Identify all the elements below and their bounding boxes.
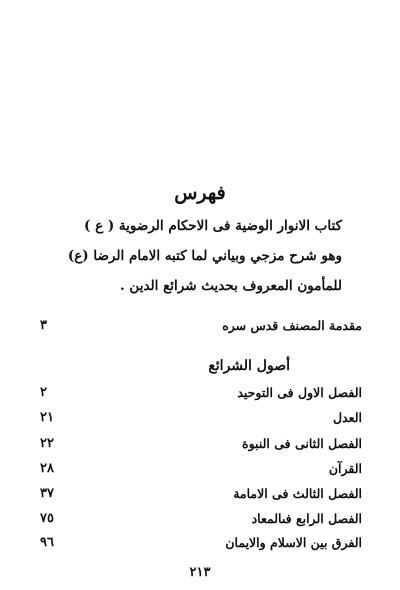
toc-entry-page: ٢١: [40, 410, 54, 425]
toc-entry-label: القرآن: [328, 461, 362, 476]
toc-entry-label: الفصل الثانى فى النبوة: [242, 436, 362, 451]
page-number: ٢١٣: [189, 565, 211, 580]
page-title: فهرس: [174, 182, 226, 204]
toc-entry: [40, 436, 362, 458]
toc-entry-label: مقدمة المصنف قدس سره: [222, 318, 362, 333]
toc-entry-label: الفصل الرابع فىالمعاد: [251, 511, 362, 526]
section-heading: أصول الشرائع: [208, 358, 290, 374]
toc-entry-label: الفرق بين الاسلام والايمان: [225, 535, 362, 550]
toc-entry: [40, 410, 362, 432]
toc-entry-page: ٣: [40, 318, 47, 333]
toc-entry: [40, 511, 362, 533]
intro-line-3: للمأمون المعروف بحديث شرائع الدين .: [120, 278, 342, 294]
toc-entry-label: العدل: [333, 410, 362, 425]
toc-entry-page: ٢٨: [40, 461, 54, 476]
toc-entry-page: ٩٦: [40, 535, 54, 550]
toc-entry: [40, 461, 362, 483]
toc-entry-page: ٢٢: [40, 436, 54, 451]
toc-entry-preface: [40, 318, 362, 340]
toc-entry-page: ٧٥: [40, 511, 54, 526]
intro-line-1: كتاب الانوار الوضية فى الاحكام الرضوية ( ع ): [84, 218, 342, 234]
intro-line-2: وهو شرح مزجي وبياني لما كتبه الامام الرضا (ع): [67, 248, 342, 264]
toc-entry-label: الفصل الاول فى التوحيد: [237, 385, 362, 400]
toc-entry: [40, 535, 362, 557]
toc-entry: [40, 385, 362, 407]
toc-entry-page: ٣٧: [40, 486, 54, 501]
toc-entry-label: الفصل الثالث فى الامامة: [233, 486, 362, 501]
toc-entry: [40, 486, 362, 508]
toc-entry-page: ٢: [40, 385, 47, 400]
